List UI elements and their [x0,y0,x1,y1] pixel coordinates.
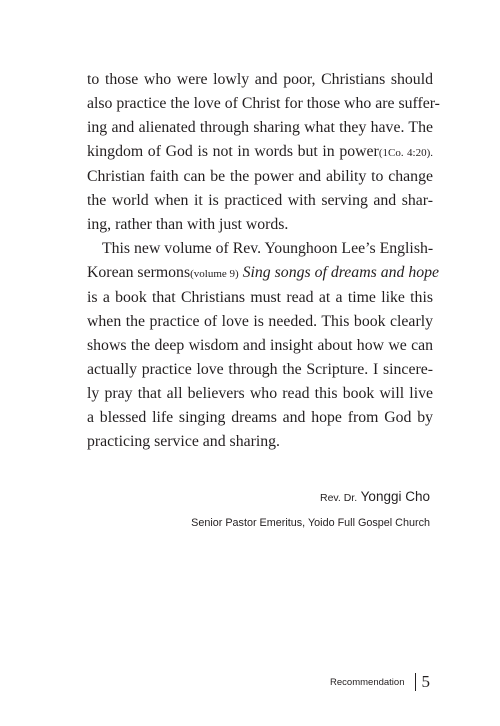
body-line: to those who were lowly and poor, Christians should [87,71,433,88]
page-footer [330,672,430,692]
signature-title: Senior Pastor Emeritus, Yoido Full Gospel Church [191,517,430,529]
section-label: Recommendation [330,676,405,688]
recommendation-body [87,68,440,454]
body-line: when the practice of love is needed. This book clearly [87,313,433,330]
body-line: a blessed life singing dreams and hope from God by [87,409,433,426]
body-line: actually practice love through the Scripture. I sincere- [87,361,433,378]
footer-divider [415,673,416,691]
signature-block [191,488,430,530]
body-line: This new volume of Rev. Younghoon Lee’s English- [102,240,434,257]
body-line [87,140,433,165]
body-text-segment: Korean sermons [87,264,191,281]
signature-name-line [191,488,430,507]
signature-prefix: Rev. Dr. [320,492,358,504]
body-line: the world when it is practiced with serving and shar- [87,192,433,209]
body-line: ing and alienated through sharing what they have. The [87,119,433,136]
page-number: 5 [421,672,430,691]
volume-number: (volume 9) [190,268,239,280]
body-line: Christian faith can be the power and ability to change [87,168,433,185]
body-line: is a book that Christians must read at a time like this [87,289,433,306]
body-line: ly pray that all believers who read this book will live [87,385,433,402]
body-text-segment: kingdom of God is not in words but in power [87,143,379,160]
body-line: practicing service and sharing. [87,433,280,450]
body-line: ing, rather than with just words. [87,216,289,233]
body-line: also practice the love of Christ for those who are suffer- [87,95,440,112]
book-title: Sing songs of dreams and hope [242,264,440,281]
body-line [87,261,440,286]
scripture-reference: (1Co. 4:20). [378,147,433,159]
signature-name: Yonggi Cho [360,489,430,504]
body-line: shows the deep wisdom and insight about how we can [87,337,433,354]
